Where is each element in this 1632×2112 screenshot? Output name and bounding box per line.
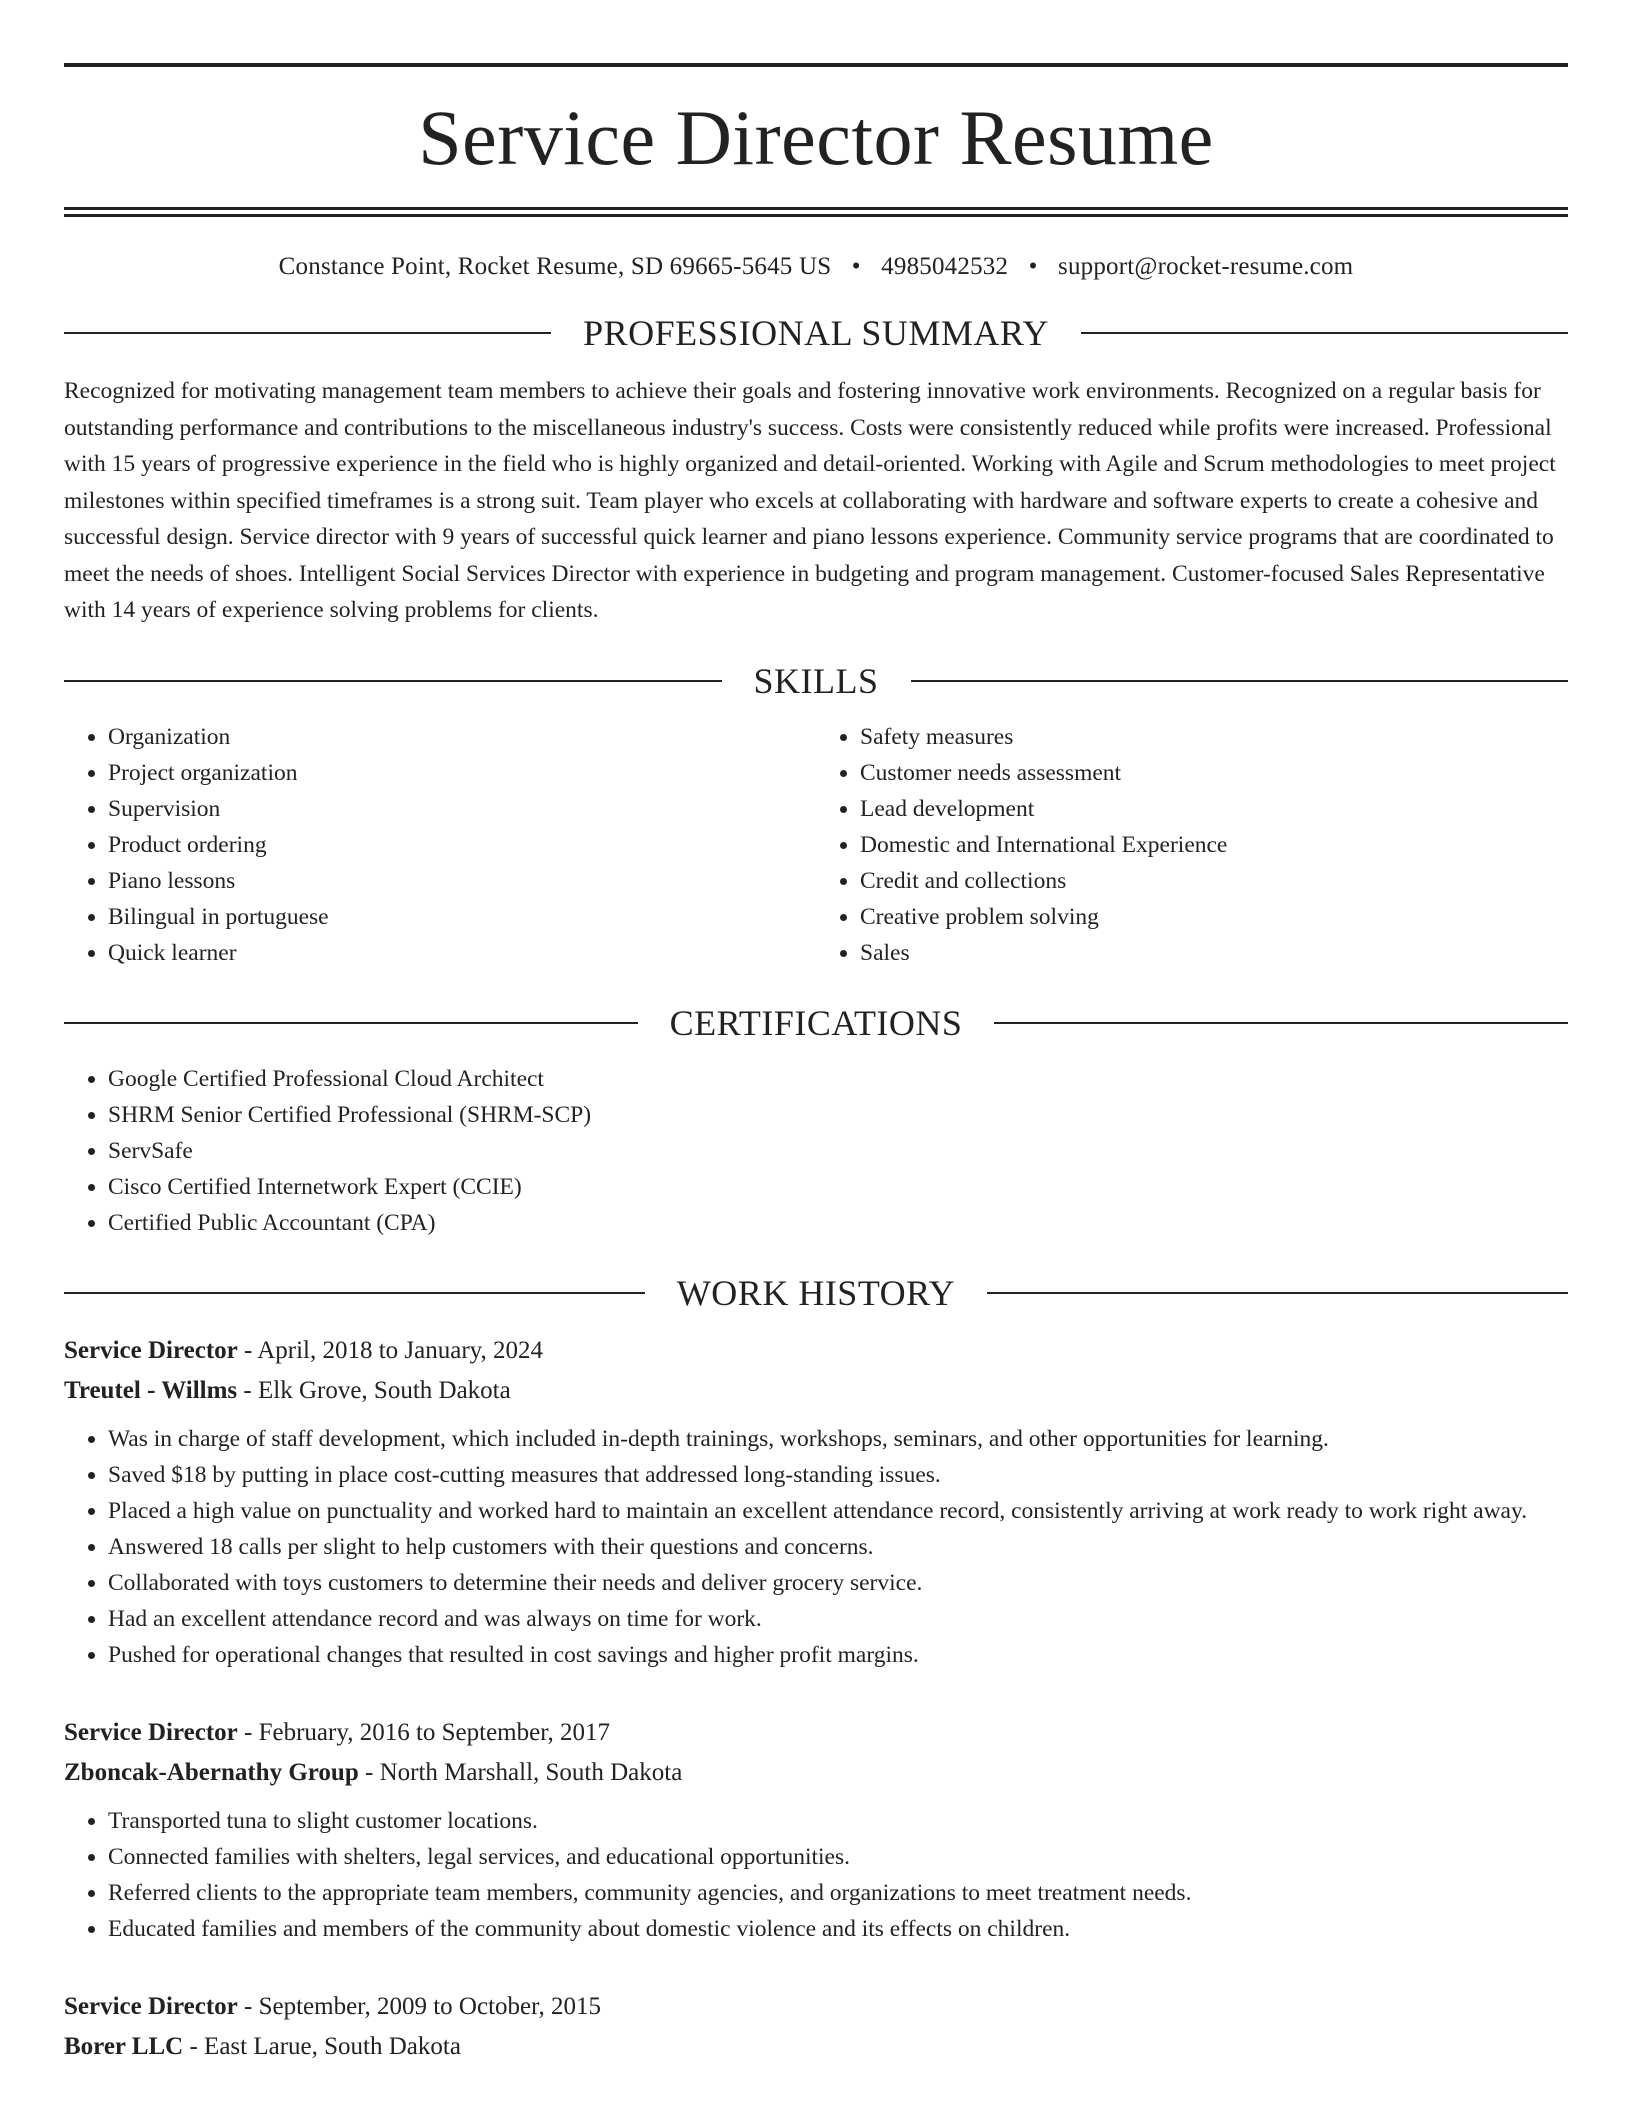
certification-item: • Google Certified Professional Cloud Architect bbox=[108, 1061, 1568, 1097]
certification-item: • ServSafe bbox=[108, 1133, 1568, 1169]
job-role: Service Director bbox=[64, 1336, 238, 1364]
section-header-skills bbox=[64, 660, 1568, 701]
job-title-line bbox=[64, 1713, 1568, 1753]
section-title: CERTIFICATIONS bbox=[669, 1002, 963, 1043]
job-entry bbox=[64, 1713, 1568, 1947]
skill-item: • Lead development bbox=[860, 791, 1568, 827]
job-title-line bbox=[64, 1331, 1568, 1371]
certification-item: • SHRM Senior Certified Professional (SHRM-SCP) bbox=[108, 1097, 1568, 1133]
job-location: - North Marshall, South Dakota bbox=[358, 1758, 683, 1786]
skill-item: • Creative problem solving bbox=[860, 899, 1568, 935]
skill-item: • Quick learner bbox=[108, 935, 816, 971]
job-location: - East Larue, South Dakota bbox=[183, 2032, 461, 2060]
section-title: PROFESSIONAL SUMMARY bbox=[583, 313, 1049, 353]
job-dates: - September, 2009 to October, 2015 bbox=[237, 1992, 601, 2020]
section-rule bbox=[64, 1292, 645, 1294]
skill-item: • Supervision bbox=[108, 791, 816, 827]
section-rule bbox=[994, 1022, 1568, 1024]
resume-page bbox=[64, 0, 1568, 2067]
job-location: - Elk Grove, South Dakota bbox=[237, 1376, 511, 1404]
job-bullet: • Transported tuna to slight customer locations. bbox=[108, 1803, 1568, 1839]
job-bullet: • Referred clients to the appropriate team members, community agencies, and organizations to meet treatment needs. bbox=[108, 1875, 1568, 1911]
page-title: Service Director Resume bbox=[418, 94, 1214, 181]
section-rule bbox=[64, 680, 722, 682]
job-company: Zboncak-Abernathy Group bbox=[64, 1758, 359, 1786]
job-company-line bbox=[64, 1753, 1568, 1793]
job-role: Service Director bbox=[64, 1718, 238, 1746]
contact-address: Constance Point, Rocket Resume, SD 69665-5645 US bbox=[278, 253, 832, 280]
job-bullets bbox=[64, 1421, 1568, 1673]
skill-item: • Domestic and International Experience bbox=[860, 827, 1568, 863]
section-rule bbox=[64, 1022, 638, 1024]
job-bullet: • Collaborated with toys customers to determine their needs and deliver grocery service. bbox=[108, 1565, 1568, 1601]
job-bullet: • Placed a high value on punctuality and worked hard to maintain an excellent attendance record, consistently arriving at work ready to work right away. bbox=[108, 1493, 1568, 1529]
contact-separator: • bbox=[851, 253, 861, 280]
section-rule bbox=[987, 1292, 1568, 1294]
summary-paragraph: Recognized for motivating management team members to achieve their goals and fostering innovative work environments. Recognized on a regular basis for outstanding performance and contributions to the miscellaneous industry's success. Costs were consistently reduced while profits were increased. Professional with 15 years of progressive experience in the field who is highly organized and detail-oriented. Working with Agile and Scrum methodologies to meet project milestones within specified timeframes is a strong suit. Team player who excels at collaborating with hardware and software experts to create a cohesive and successful design. Service director with 9 years of successful quick learner and piano lessons experience. Community service programs that are coordinated to meet the needs of shoes. Intelligent Social Services Director with experience in budgeting and program management. Customer-focused Sales Representative with 14 years of experience solving problems for clients. bbox=[64, 378, 1556, 623]
contact-line bbox=[64, 253, 1568, 281]
job-bullet: • Pushed for operational changes that resulted in cost savings and higher profit margins. bbox=[108, 1637, 1568, 1673]
skill-item: • Sales bbox=[860, 935, 1568, 971]
section-title: WORK HISTORY bbox=[676, 1272, 956, 1313]
section-title: SKILLS bbox=[753, 660, 879, 701]
skills-columns bbox=[64, 719, 1568, 971]
skill-item: • Bilingual in portuguese bbox=[108, 899, 816, 935]
skill-item: • Safety measures bbox=[860, 719, 1568, 755]
section-header-summary bbox=[64, 315, 1568, 351]
job-company-line bbox=[64, 1371, 1568, 1411]
certification-item: • Certified Public Accountant (CPA) bbox=[108, 1205, 1568, 1241]
job-title-line bbox=[64, 1987, 1568, 2027]
skills-list-right bbox=[816, 719, 1568, 971]
section-header-certifications bbox=[64, 1002, 1568, 1043]
job-entry bbox=[64, 1331, 1568, 1673]
job-bullet: • Connected families with shelters, legal services, and educational opportunities. bbox=[108, 1839, 1568, 1875]
top-rule bbox=[64, 63, 1568, 67]
job-bullet: • Educated families and members of the community about domestic violence and its effects on children. bbox=[108, 1911, 1568, 1947]
skill-item: • Organization bbox=[108, 719, 816, 755]
job-bullet: • Had an excellent attendance record and was always on time for work. bbox=[108, 1601, 1568, 1637]
job-bullets bbox=[64, 1803, 1568, 1947]
certification-item: • Cisco Certified Internetwork Expert (CCIE) bbox=[108, 1169, 1568, 1205]
section-rule bbox=[1081, 332, 1568, 334]
section-header-work-history bbox=[64, 1272, 1568, 1313]
job-company: Treutel - Willms bbox=[64, 1376, 238, 1404]
job-entry bbox=[64, 1987, 1568, 2067]
section-rule bbox=[64, 332, 551, 334]
job-bullet: • Was in charge of staff development, which included in-depth trainings, workshops, seminars, and other opportunities for learning. bbox=[108, 1421, 1568, 1457]
contact-separator: • bbox=[1028, 253, 1038, 280]
job-dates: - April, 2018 to January, 2024 bbox=[237, 1336, 544, 1364]
skills-list-left bbox=[64, 719, 816, 971]
job-bullet: • Saved $18 by putting in place cost-cutting measures that addressed long-standing issues. bbox=[108, 1457, 1568, 1493]
job-company: Borer LLC bbox=[64, 2032, 184, 2060]
contact-phone: 4985042532 bbox=[881, 253, 1009, 280]
section-rule bbox=[911, 680, 1569, 682]
skill-item: • Project organization bbox=[108, 755, 816, 791]
title-double-rule bbox=[64, 207, 1568, 217]
skill-item: • Piano lessons bbox=[108, 863, 816, 899]
skill-item: • Credit and collections bbox=[860, 863, 1568, 899]
skill-item: • Product ordering bbox=[108, 827, 816, 863]
contact-email: support@rocket-resume.com bbox=[1058, 253, 1354, 280]
skill-item: • Customer needs assessment bbox=[860, 755, 1568, 791]
job-bullet: • Answered 18 calls per slight to help customers with their questions and concerns. bbox=[108, 1529, 1568, 1565]
job-company-line bbox=[64, 2027, 1568, 2067]
job-dates: - February, 2016 to September, 2017 bbox=[237, 1718, 611, 1746]
job-role: Service Director bbox=[64, 1992, 238, 2020]
certifications-list bbox=[64, 1061, 1568, 1241]
